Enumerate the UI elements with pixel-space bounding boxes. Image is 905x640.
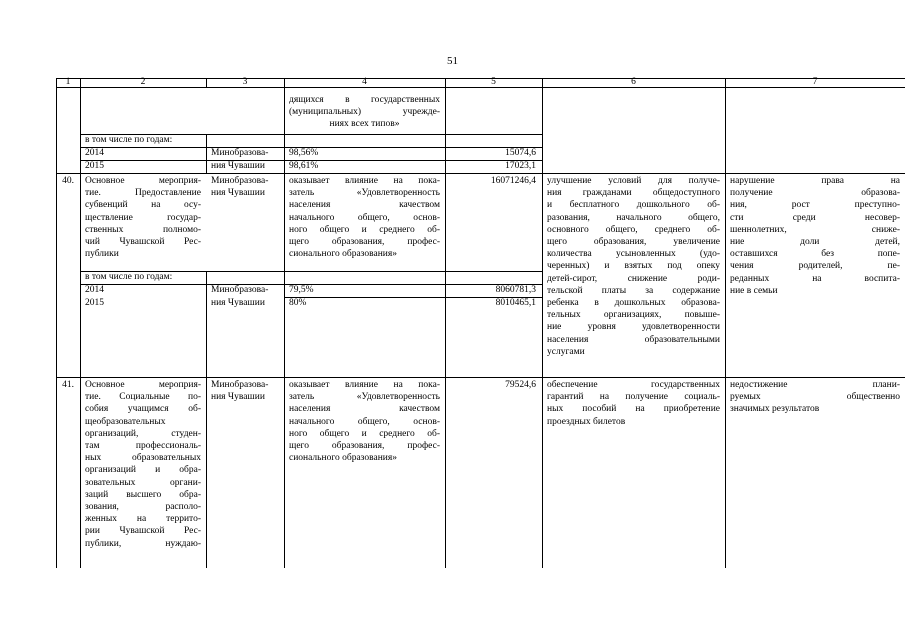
vline [542,78,543,568]
text-line: рии Чувашской Рес- [85,526,201,537]
text-line: разования, начального общего, [547,212,720,223]
year-2014: 2014 [85,285,104,295]
text-line: затель «Удовлетворенность [289,188,440,199]
row-41-measure [85,379,201,550]
text-line: начального общего, основ- [289,416,440,427]
row-40-indicator [289,175,440,260]
text-line: значимых результатов [730,404,820,415]
funding-2015: 8010465,1 [495,298,536,308]
text-line: получение образова- [730,188,900,199]
text-line: Основное мероприя- [85,176,201,186]
row-40-ministry: Минобразова- [211,176,269,186]
text-line: населения качеством [289,404,440,415]
header-col-7: 7 [812,77,818,87]
row-41-number: 41. [62,380,74,390]
text-line: ственных полномо- [85,224,201,235]
text-line: оставшихся без попе- [730,249,900,260]
text-line: тие. Предоставление [85,188,201,199]
text-line: заций высшего обра- [85,489,201,500]
row-41-risk [730,379,900,416]
header-col-4: 4 [362,77,367,87]
vline [206,271,207,568]
text-line: ния гражданами общедоступного [547,188,720,199]
text-line: сионального образования» [289,249,397,260]
text-line: ного общего и среднего об- [289,428,440,439]
text-line: ных образовательных [85,453,201,464]
vline [206,134,207,173]
text-line: сионального образования» [289,453,397,464]
text-line: чения родителей, пе- [730,261,900,272]
text-line: тие. Социальные по- [85,392,201,403]
text-line: ние доли детей, [730,237,900,248]
hline [56,377,905,378]
text-line: чий Чувашской Рес- [85,237,201,248]
text-line: проездных билетов [547,416,626,427]
text-line: основного общего, среднего об- [547,224,720,235]
text-line: детей-сирот, снижение роди- [547,273,720,284]
row-40-risk [730,175,900,297]
text-line: начального общего, основ- [289,212,440,223]
text-line: недостижение плани- [730,380,900,390]
row-41-funding: 79524,6 [505,380,536,390]
row-40-result [547,175,720,358]
text-line: щеобразовательных [85,416,166,427]
text-line: дящихся в государственных [289,95,440,105]
text-line: обеспечение государственных [547,380,720,390]
indicator-2015: 80% [289,298,307,308]
indicator-2015: 98,61% [289,161,319,171]
row-40-ministry: ния Чувашии [211,188,265,198]
ministry: Минобразова- [211,148,269,158]
header-col-6: 6 [631,77,636,87]
text-line: организаций, студен- [85,428,201,439]
page-number: 51 [447,55,458,67]
text-line: нарушение права на [730,176,900,186]
row-41-indicator [289,379,440,464]
text-line: щего образования, увеличение [547,237,720,248]
text-line: населения качеством [289,200,440,211]
funding-2014: 8060781,3 [495,285,536,295]
header-col-1: 1 [65,77,71,87]
text-line: ного общего и среднего об- [289,224,440,235]
text-line: затель «Удовлетворенность [289,392,440,403]
header-col-3: 3 [242,77,248,87]
text-line: ние в семьи [730,285,778,296]
indicator-2014: 98,56% [289,148,319,158]
ministry: Минобразова- [211,285,269,295]
text-line: там профессиональ- [85,441,201,452]
text-line: публики, нуждаю- [85,538,201,549]
header-col-5: 5 [491,77,496,87]
row-40-measure [85,175,201,260]
continued-indicator-text [289,94,440,131]
text-line: Основное мероприя- [85,380,201,390]
by-year-label: в том числе по годам: [85,272,173,282]
text-line: щего образования, профес- [289,441,440,452]
text-line: улучшение условий для получе- [547,176,720,186]
by-year-label: в том числе по годам: [85,135,173,145]
vline [80,78,81,568]
text-line: ниях всех типов» [329,119,400,130]
row-41-result [547,379,720,428]
row-40-funding: 16071246,4 [490,176,536,186]
text-line: зования, располо- [85,502,201,513]
header-col-2: 2 [140,77,146,87]
text-line: женных на террито- [85,514,201,525]
text-line: ние уровня удовлетворенности [547,322,720,333]
text-line: черенных) и взятых под опеку [547,261,720,272]
text-line: тельской платы за содержание [547,285,720,296]
hline [56,173,905,174]
text-line: щего образования, профес- [289,237,440,248]
text-line: гарантий на получение социаль- [547,392,720,403]
text-line: населения образовательными [547,334,720,345]
year-2014: 2014 [85,148,104,158]
text-line: услугами [547,346,585,357]
text-line: собия учащимся об- [85,404,201,415]
text-line: ния, рост преступно- [730,200,900,211]
text-line: ребенка в дошкольных образова- [547,298,720,309]
vline [284,78,285,568]
text-line: сти среди несовер- [730,212,900,223]
row-41-ministry: ния Чувашии [211,392,265,402]
funding-2015: 17023,1 [505,161,536,171]
text-line: шеннолетних, сниже- [730,224,900,235]
text-line: оказывает влияние на пока- [289,380,440,390]
vline [725,78,726,568]
year-2015: 2015 [85,298,104,308]
text-line: руемых общественно [730,392,900,403]
text-line: субвенций на осу- [85,200,201,211]
text-line: публики [85,249,119,260]
funding-2014: 15074,6 [505,148,536,158]
text-line: организаций и обра- [85,465,201,476]
ministry: ния Чувашии [211,298,265,308]
row-40-number: 40. [62,176,74,186]
text-line: зовательных органи- [85,477,201,488]
year-2015: 2015 [85,161,104,171]
text-line: количества усыновленных (удо- [547,249,720,260]
text-line: тельных организациях, повыше- [547,310,720,321]
text-line: (муниципальных) учрежде- [289,107,440,118]
vline [56,78,57,568]
indicator-2014: 79,5% [289,285,314,295]
row-41-ministry: Минобразова- [211,380,269,390]
ministry: ния Чувашии [211,161,265,171]
text-line: оказывает влияние на пока- [289,176,440,186]
text-line: ществление государ- [85,212,201,223]
text-line: и бесплатного дошкольного об- [547,200,720,211]
text-line: ных пособий на приобретение [547,404,720,415]
text-line: реданных на воспита- [730,273,900,284]
